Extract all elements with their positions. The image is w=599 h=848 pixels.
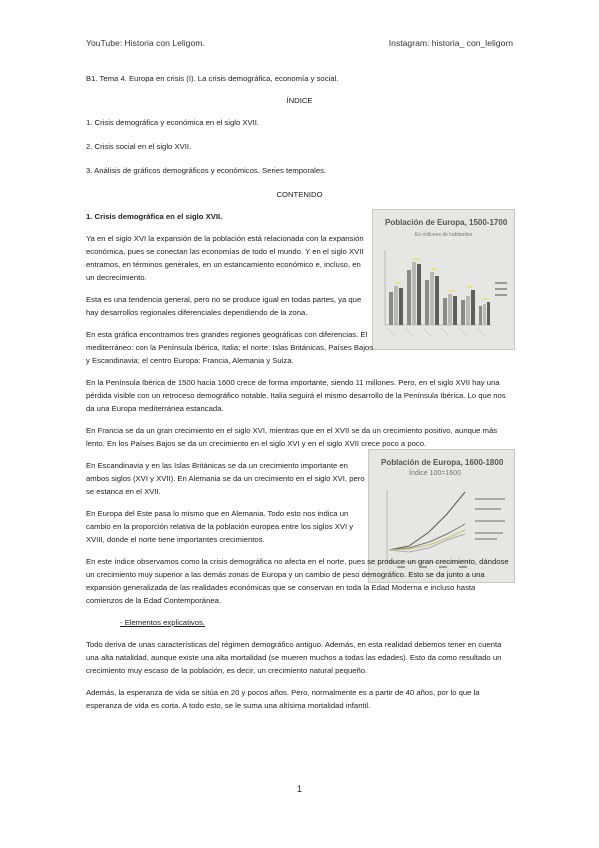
document-body [86,72,513,721]
section-heading: 1. Crisis demográfica en el siglo XVII. [86,212,223,221]
content-heading: CONTENIDO [276,190,323,199]
index-item: 1. Crisis demográfica y económica en el siglo XVII. [86,118,260,127]
topic-title: B1. Tema 4. Europa en crisis (I). La crisis demográfica, economía y social. [86,74,339,83]
header-youtube: YouTube: Historia con Leligom. [86,38,205,48]
paragraph: En Escandinavia y en las Islas Británicas se da un crecimiento importante en ambos siglos (XVI y XVII). En Alemania se da un crecimiento en el siglo XVI, pero se estanca en el XVII. [86,461,365,496]
paragraph: En este índice observamos como la crisis demográfica no afecta en el norte, pues se produce un gran crecimiento, dándose un crecimiento muy superior a las demás zonas de Europa y un cambio de peso demográfico. Esto se da junto a una expansión generalizada de las realidades económicas que se conservan en toda la Edad Moderna e incluso hasta comienzos de la Edad Contemporánea. [86,557,509,605]
index-list [86,116,513,177]
sub-heading: - Elementos explicativos. [120,618,206,627]
paragraph: En la Península Ibérica de 1500 hacia 1600 crece de forma importante, siendo 11 millones. Pero, en el siglo XVII hay una pérdida visible con un retroceso demográfico notable. Italia seguirá el mismo desarrollo de la Península Ibérica. Lo que nos da una Europa mediterránea estancada. [86,378,506,413]
page-number: 1 [296,784,302,794]
paragraph: En Europa del Este pasa lo mismo que en Alemania. Todo esto nos indica un cambio en la proporción relativa de la población europea entre los siglos XVI y XVIII, donde el norte tiene importantes crecimientos. [86,509,354,544]
paragraph: En Francia se da un gran crecimiento en el siglo XVI, mientras que en el XVII se da un crecimiento positivo, aunque más lento. En los Países Bajos se da un crecimiento en el siglo XVI y en el siglo XVII crece poco a poco. [86,426,498,448]
paragraph: Ya en el siglo XVI la expansión de la población está relacionada con la expansión económica, pues se conectan las economías de todo el mundo. Y en el siglo XVII entramos, en términos generales, en un estancamiento económico e, incluso, en un decrecimiento. [86,234,364,282]
index-item: 3. Análisis de gráficos demográficos y económicos. Series temporales. [86,166,327,175]
figure-title: Población de Europa, 1500-1700 [385,218,508,227]
paragraph: Además, la esperanza de vida se sitúa en 20 y pocos años. Pero, normalmente es a partir de 40 años, por lo que la esperanza de vida es corta. A todo esto, se le suma una altísima mortalidad infantil. [86,688,480,710]
figure-subtitle: Índice 100=1600 [409,470,461,477]
paragraph: Esta es una tendencia general, pero no se produce igual en todas partes, ya que hay desarrollos regionales diferenciales dependiendo de la zona. [86,295,362,317]
figure-title: Población de Europa, 1600-1800 [381,458,504,467]
index-heading: ÍNDICE [286,96,313,105]
figure-subtitle: En millones de habitantes [415,232,473,238]
index-item: 2. Crisis social en el siglo XVII. [86,142,192,151]
header-instagram: Instagram: historia_ con_leligorn [388,38,513,48]
paragraph: Todo deriva de unas características del régimen demográfico antiguo. Además, en esta realidad debemos tener en cuenta una alta natalidad, aunque existe una alta mortalidad (se mueren muchos a todas las edades). Esto da como resultado un crecimiento muy escaso de la población, es decir, un crecimiento natural pequeño. [86,640,502,675]
paragraph: En esta gráfica encontramos tres grandes regiones geográficas con diferencias. El mediterráneo: con la Península Ibérica, Italia; el norte: Islas Británicas, Países Bajos y Escandinavia; el centro Europa: Francia, Alemania y Suiza. [86,330,374,365]
